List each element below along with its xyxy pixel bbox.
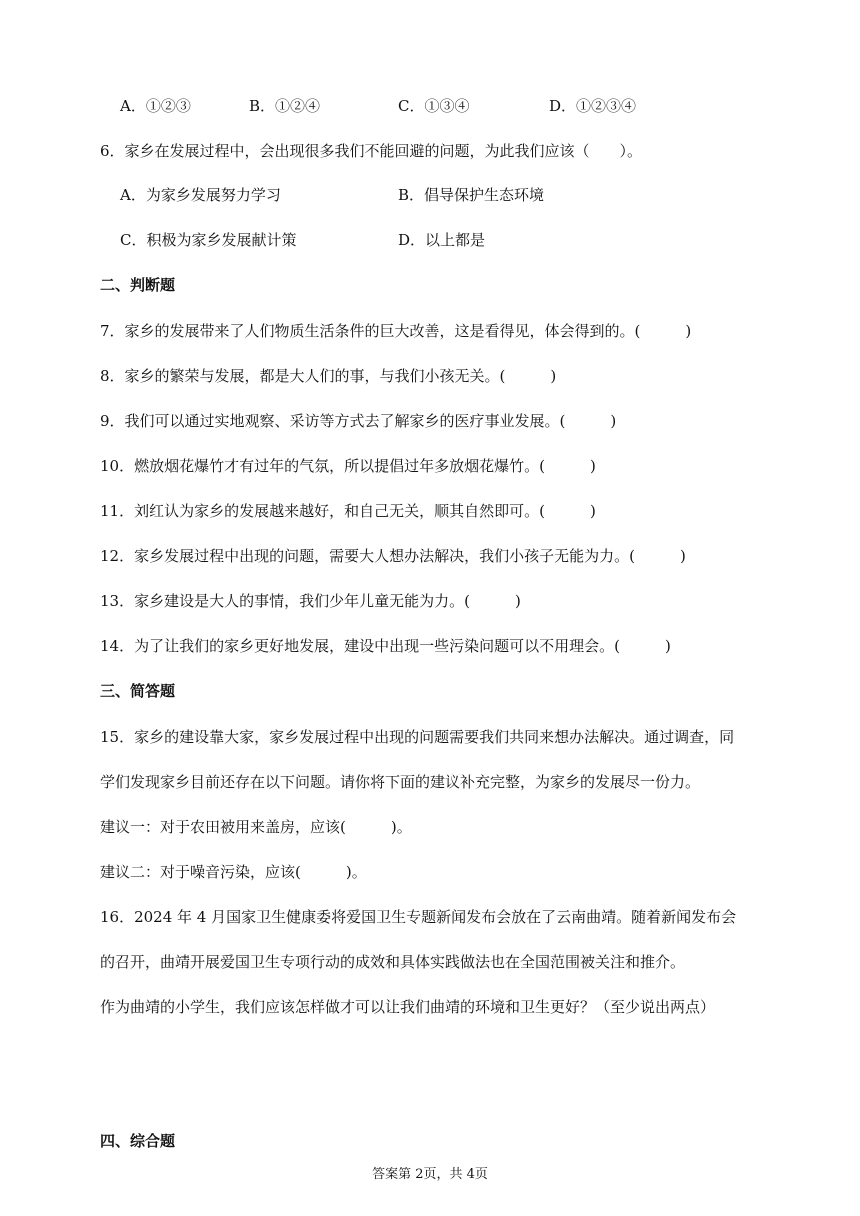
- question-16-line-2: 的召开，曲靖开展爱国卫生专项行动的成效和具体实践做法也在全国范围被关注和推介。: [100, 953, 686, 971]
- section3-heading: 三、简答题: [100, 682, 176, 700]
- question-9: 9．我们可以通过实地观察、采访等方式去了解家乡的医疗事业发展。( ): [100, 412, 617, 430]
- q6-option-d: D．以上都是: [398, 231, 486, 249]
- section4-heading: 四、综合题: [100, 1132, 176, 1150]
- page-footer: 答案第 2页，共 4页: [372, 1167, 488, 1182]
- question-15-line-2: 学们发现家乡目前还存在以下问题。请你将下面的建议补充完整，为家乡的发展尽一份力。: [100, 773, 701, 791]
- q6-option-b: B．倡导保护生态环境: [398, 186, 545, 204]
- section2-heading: 二、判断题: [100, 276, 176, 294]
- question-7: 7．家乡的发展带来了人们物质生活条件的巨大改善，这是看得见，体会得到的。( ): [100, 322, 692, 340]
- question-15-line-1: 15．家乡的建设靠大家，家乡发展过程中出现的问题需要我们共同来想办法解决。通过调查，同: [100, 728, 735, 746]
- q5-option-d: D．①②③④: [549, 97, 637, 115]
- question-11: 11．刘红认为家乡的发展越来越好，和自己无关，顺其自然即可。( ): [100, 502, 596, 520]
- q6-stem: 6．家乡在发展过程中，会出现很多我们不能回避的问题，为此我们应该（ ）。: [100, 142, 643, 160]
- question-14: 14．为了让我们的家乡更好地发展，建设中出现一些污染问题可以不用理会。( ): [100, 637, 671, 655]
- question-8: 8．家乡的繁荣与发展，都是大人们的事，与我们小孩无关。( ): [100, 367, 557, 385]
- suggestion-2: 建议二：对于噪音污染，应该( )。: [100, 863, 367, 881]
- q5-option-a: A．①②③: [120, 97, 191, 115]
- q6-option-c: C．积极为家乡发展献计策: [120, 231, 297, 249]
- q5-option-c: C．①③④: [398, 97, 470, 115]
- question-12: 12．家乡发展过程中出现的问题，需要大人想办法解决，我们小孩子无能为力。( ): [100, 547, 686, 565]
- question-16-line-3: 作为曲靖的小学生，我们应该怎样做才可以让我们曲靖的环境和卫生更好？（至少说出两点）: [100, 998, 716, 1016]
- question-13: 13．家乡建设是大人的事情，我们少年儿童无能为力。( ): [100, 592, 521, 610]
- q5-option-b: B．①②④: [249, 97, 321, 115]
- question-16-line-1: 16．2024 年 4 月国家卫生健康委将爱国卫生专题新闻发布会放在了云南曲靖。随着新闻发布会: [100, 908, 737, 926]
- q6-option-a: A．为家乡发展努力学习: [120, 186, 281, 204]
- question-10: 10．燃放烟花爆竹才有过年的气氛，所以提倡过年多放烟花爆竹。( ): [100, 457, 596, 475]
- suggestion-1: 建议一：对于农田被用来盖房，应该( )。: [100, 818, 412, 836]
